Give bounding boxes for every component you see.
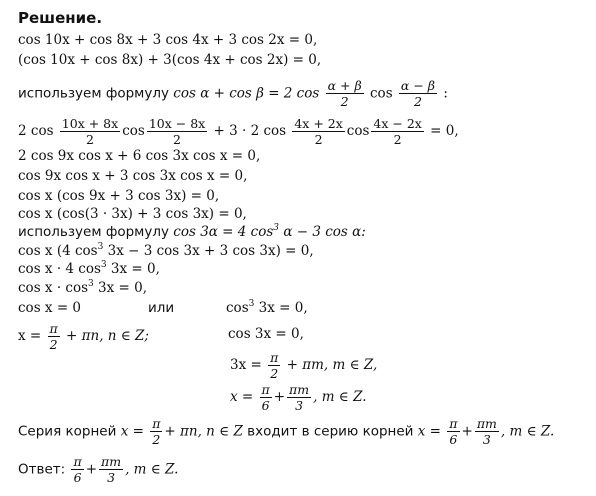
case-right-1: $\cos^3 3x = 0$, bbox=[226, 299, 308, 316]
fraction: $\frac{\pi}{2}$ bbox=[152, 416, 161, 447]
case-left-solution: x = $\frac{\pi}{2}$ + πn, n ∈ Z; bbox=[18, 321, 149, 352]
case-right-2: cos 3x = 0, bbox=[228, 326, 304, 342]
formula-line-triple-angle bbox=[18, 224, 366, 240]
fraction: $\frac{4x + 2x}{2}$ bbox=[294, 116, 343, 147]
fraction: $\frac{10x - 8x}{2}$ bbox=[148, 116, 206, 147]
fraction: $\frac{10x + 8x}{2}$ bbox=[61, 116, 119, 147]
equation-line-10: cos x (4 $\cos^3 3x - 3$ cos 3x + 3 cos 3x) = 0, bbox=[18, 242, 314, 259]
fraction: $\frac{\alpha + \beta}{2}$ bbox=[327, 78, 362, 109]
series-inclusion-line: Серия корней x = $\frac{\pi}{2}$ + πn, n ∈ Z входит в серию корней x = $\frac{\pi}{6}$ + $\frac{\pi m}{3}$ , m ∈ Z. bbox=[18, 416, 555, 447]
formula-intro-text: используем формулу bbox=[18, 224, 169, 240]
fraction: $\frac{\pi m}{3}$ bbox=[289, 382, 310, 413]
equation-line-expanded: 2 cos $\frac{10x + 8x}{2}$ cos $\frac{10x - 8x}{2}$ + 3 · 2 cos $\frac{4x + 2x}{2}$ cos $\frac{4x - 2x}{2}$ = 0, bbox=[18, 116, 459, 147]
answer-label: Ответ: bbox=[18, 461, 66, 478]
fraction: $\frac{\pi m}{3}$ bbox=[101, 454, 122, 485]
equation-line-12: $\cos x \cdot \cos^3 3x = 0$, bbox=[18, 279, 148, 296]
fraction: $\frac{\pi}{6}$ bbox=[73, 454, 82, 485]
equation-line-7: cos x (cos 9x + 3 cos 3x) = 0, bbox=[18, 188, 220, 204]
fraction: $\frac{\pi m}{3}$ bbox=[476, 416, 497, 447]
fraction: $\frac{\pi}{6}$ bbox=[449, 416, 458, 447]
fraction: $\frac{\alpha - \beta}{2}$ bbox=[400, 78, 436, 109]
answer-line: Ответ: $\frac{\pi}{6}$ + $\frac{\pi m}{3}$ , m ∈ Z. bbox=[18, 454, 179, 485]
or-word: или bbox=[148, 300, 175, 316]
fraction: $\frac{\pi}{6}$ bbox=[261, 382, 270, 413]
fraction: $\frac{\pi}{2}$ bbox=[49, 321, 58, 352]
case-right-solution: x = $\frac{\pi}{6}$ + $\frac{\pi m}{3}$ , m ∈ Z. bbox=[230, 382, 367, 413]
equation-line-1: cos 10x + cos 8x + 3 cos 4x + 3 cos 2x = 0, bbox=[18, 32, 318, 48]
equation-line-6: cos 9x cos x + 3 cos 3x cos x = 0, bbox=[18, 168, 248, 184]
case-right-3: 3x = $\frac{\pi}{2}$ + πm, m ∈ Z, bbox=[230, 350, 378, 381]
formula-line-sum-to-product: используем формулу cos α + cos β = 2 cos $\frac{\alpha + \beta}{2}$ cos $\frac{\alpha - \beta}{2}$ : bbox=[18, 78, 448, 109]
equation-line-8: cos x (cos(3 · 3x) + 3 cos 3x) = 0, bbox=[18, 206, 247, 222]
case-left-1: cos x = 0 bbox=[18, 300, 82, 316]
fraction: $\frac{\pi}{2}$ bbox=[270, 350, 279, 381]
fraction: $\frac{4x - 2x}{2}$ bbox=[373, 116, 422, 147]
formula-left: cos α + cos β = 2 cos bbox=[173, 85, 320, 102]
formula-triple-angle: cos 3α = 4 $\cos^3 \alpha - 3$ cos α: bbox=[173, 223, 366, 240]
formula-intro-text: используем формулу bbox=[18, 85, 169, 102]
solution-heading: Решение. bbox=[18, 9, 103, 27]
equation-line-2: (cos 10x + cos 8x) + 3(cos 4x + cos 2x) = 0, bbox=[18, 52, 322, 68]
equation-line-5: 2 cos 9x cos x + 6 cos 3x cos x = 0, bbox=[18, 148, 261, 164]
equation-line-11: cos x · 4 $\cos^3 3x = 0$, bbox=[18, 260, 160, 277]
